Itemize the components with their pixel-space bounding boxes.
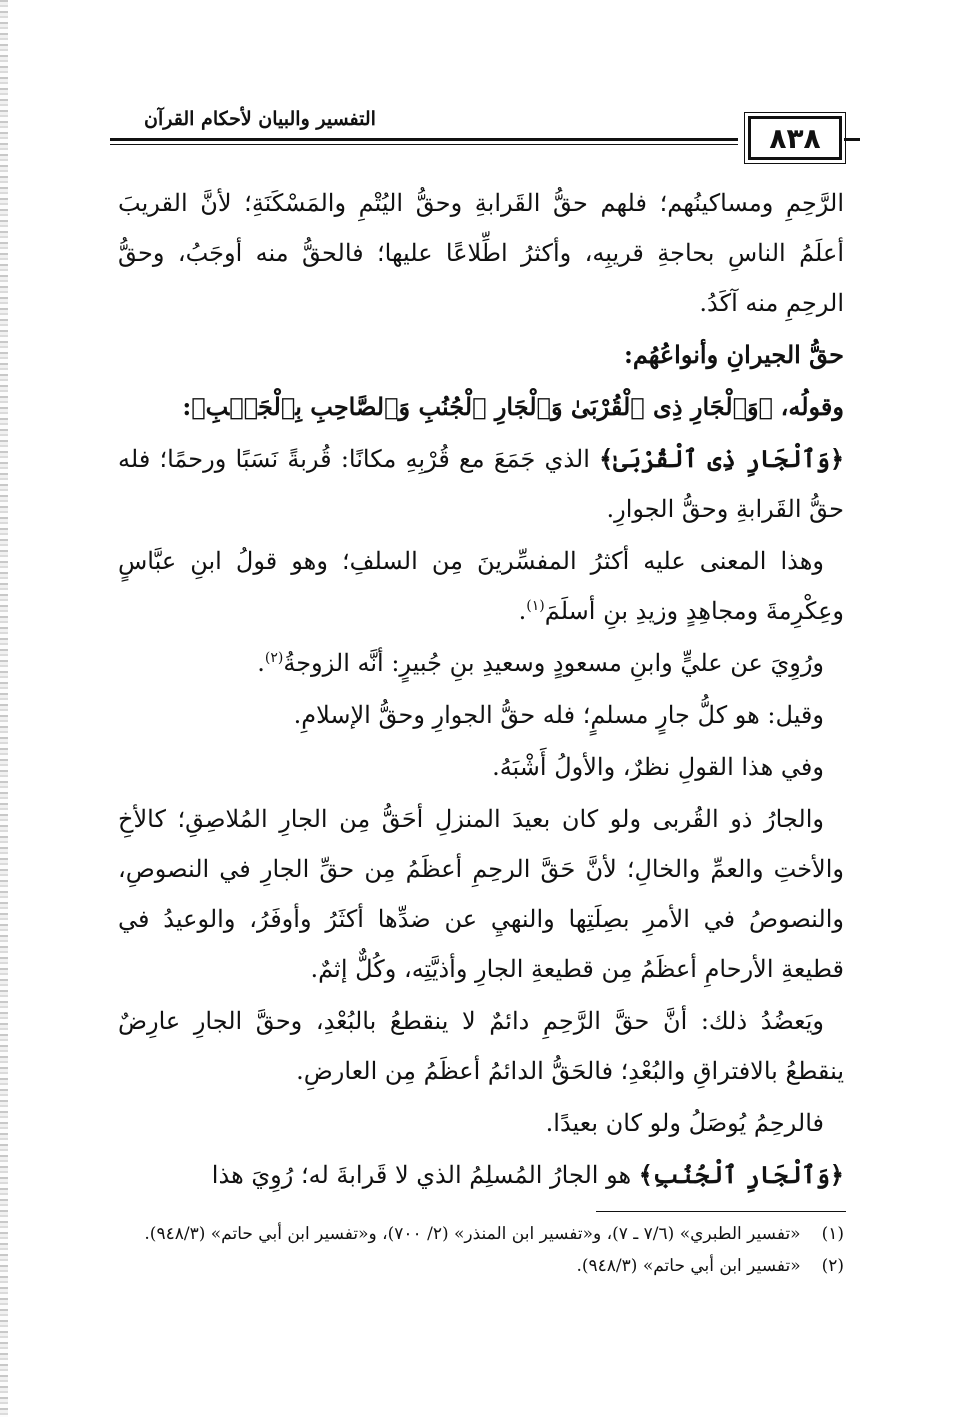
quran-verse: ﴿وَٱلْجَارِ ذِى ٱلْقُرْبَىٰ﴾ xyxy=(599,444,845,473)
paragraph xyxy=(118,638,844,688)
header-rule-thin xyxy=(110,144,738,145)
paragraph xyxy=(118,1150,844,1200)
footnote-ref: (١) xyxy=(526,598,545,614)
verse-lead: وقولُه، xyxy=(780,392,844,421)
paragraph: الرَّحِمِ ومساكينُهم؛ فلهم حقُّ القَرابةِ وحقُّ اليُتْمِ والمَسْكَنَةِ؛ لأنَّ القريبَ أعلَمُ الناسِ بحاجةِ قريبِه، وأكثرُ اطِّلاعًا عليها؛ فالحقُّ منه أوجَبُ، وحقُّ الرحِمِ منه آكَدُ. xyxy=(118,189,844,317)
paragraph xyxy=(118,434,844,534)
paragraph: وقيل: هو كلُّ جارٍ مسلمٍ؛ فله حقُّ الجوارِ وحقُّ الإسلامِ. xyxy=(293,701,824,729)
main-text xyxy=(118,178,844,1202)
footnote-ref: (٢) xyxy=(264,650,284,666)
verse-line xyxy=(118,382,844,432)
footnote-text: «تفسير ابن أبي حاتم» (٩٤٨/٣). xyxy=(576,1256,801,1276)
paragraph-end: . xyxy=(257,649,265,677)
header-rule xyxy=(110,138,738,141)
paragraph: فالرحِمُ يُوصَلُ ولو كان بعيدًا. xyxy=(545,1109,824,1137)
footnotes xyxy=(118,1218,844,1282)
paragraph-text: وهذا المعنى عليه أكثرُ المفسِّرينَ مِن السلفِ؛ وهو قولُ ابنِ عبَّاسٍ وعِكْرِمةَ ومجاهِدٍ وزيدِ بنِ أسلَمَ xyxy=(118,547,844,625)
paragraph: ويَعضُدُ ذلك: أنَّ حقَّ الرَّحِمِ دائمٌ لا ينقطعُ بالبُعْدِ، وحقَّ الجارِ عارِضٌ ينقطعُ بالافتراقِ والبُعْدِ؛ فالحَقُّ الدائمُ أعظَمُ مِن العارضِ. xyxy=(118,1007,844,1085)
paragraph-end: . xyxy=(518,597,527,625)
book-title: التفسير والبيان لأحكام القرآن xyxy=(144,108,376,130)
page-header xyxy=(100,100,860,170)
paragraph-text: الذي جَمَعَ مع قُرْبِهِ مكانًا: قُربةً نَسَبًا ورحمًا؛ فله حقُّ القَرابةِ وحقُّ الجوارِ. xyxy=(118,445,844,523)
footnote xyxy=(118,1218,844,1250)
paragraph xyxy=(118,536,844,636)
quran-verse: ﴿وَٱلْجَارِ ٱلْجُنُبِ﴾ xyxy=(638,1160,844,1189)
quran-verse: ﴿وَٱلْجَارِ ذِى ٱلْقُرْبَىٰ وَٱلْجَارِ ٱلْجُنُبِ وَٱلصَّاحِبِ بِٱلْجَنۢبِ﴾: xyxy=(182,392,773,421)
paragraph: وفي هذا القولِ نظرٌ، والأولُ أَشْبَهُ. xyxy=(492,753,824,781)
footnote-number: (١) xyxy=(821,1224,844,1244)
footnote-divider xyxy=(596,1211,846,1212)
header-rule-right xyxy=(844,138,860,141)
paragraph-text: ورُوِيَ عن عليٍّ وابنِ مسعودٍ وسعيدِ بنِ جُبيرٍ: أنَّه الزوجةُ xyxy=(283,649,824,677)
section-heading: حقُّ الجيرانِ وأنواعُهُم: xyxy=(623,340,844,369)
footnote xyxy=(118,1250,844,1282)
scan-edge xyxy=(0,0,8,1417)
paragraph-text: هو الجارُ المُسلِمُ الذي لا قَرابةَ له؛ رُوِيَ هذا xyxy=(211,1161,632,1189)
footnote-number: (٢) xyxy=(821,1256,844,1276)
footnote-text: «تفسير الطبري» (٧/٦ ـ ٧)، و«تفسير ابن المنذر» (٢/ ٧٠٠)، و«تفسير ابن أبي حاتم» (٩٤٨/٣). xyxy=(144,1224,801,1244)
page-number: ٨٣٨ xyxy=(748,116,842,160)
paragraph: والجارُ ذو القُربى ولو كان بعيدَ المنزلِ أحَقُّ مِن الجارِ المُلاصِقِ؛ كالأخِ والأختِ والعمِّ والخالِ؛ لأنَّ حَقَّ الرحِمِ أعظَمُ مِن حقِّ الجارِ في النصوصِ، والنصوصُ في الأمرِ بصِلَتِها والنهيِ عن ضدِّها أكثَرُ وأوفَرُ، والوعيدُ في قطيعةِ الأرحامِ أعظَمُ مِن قطيعةِ الجارِ وأذيَّتِه، وكُلٌّ إثمٌ. xyxy=(118,805,844,983)
